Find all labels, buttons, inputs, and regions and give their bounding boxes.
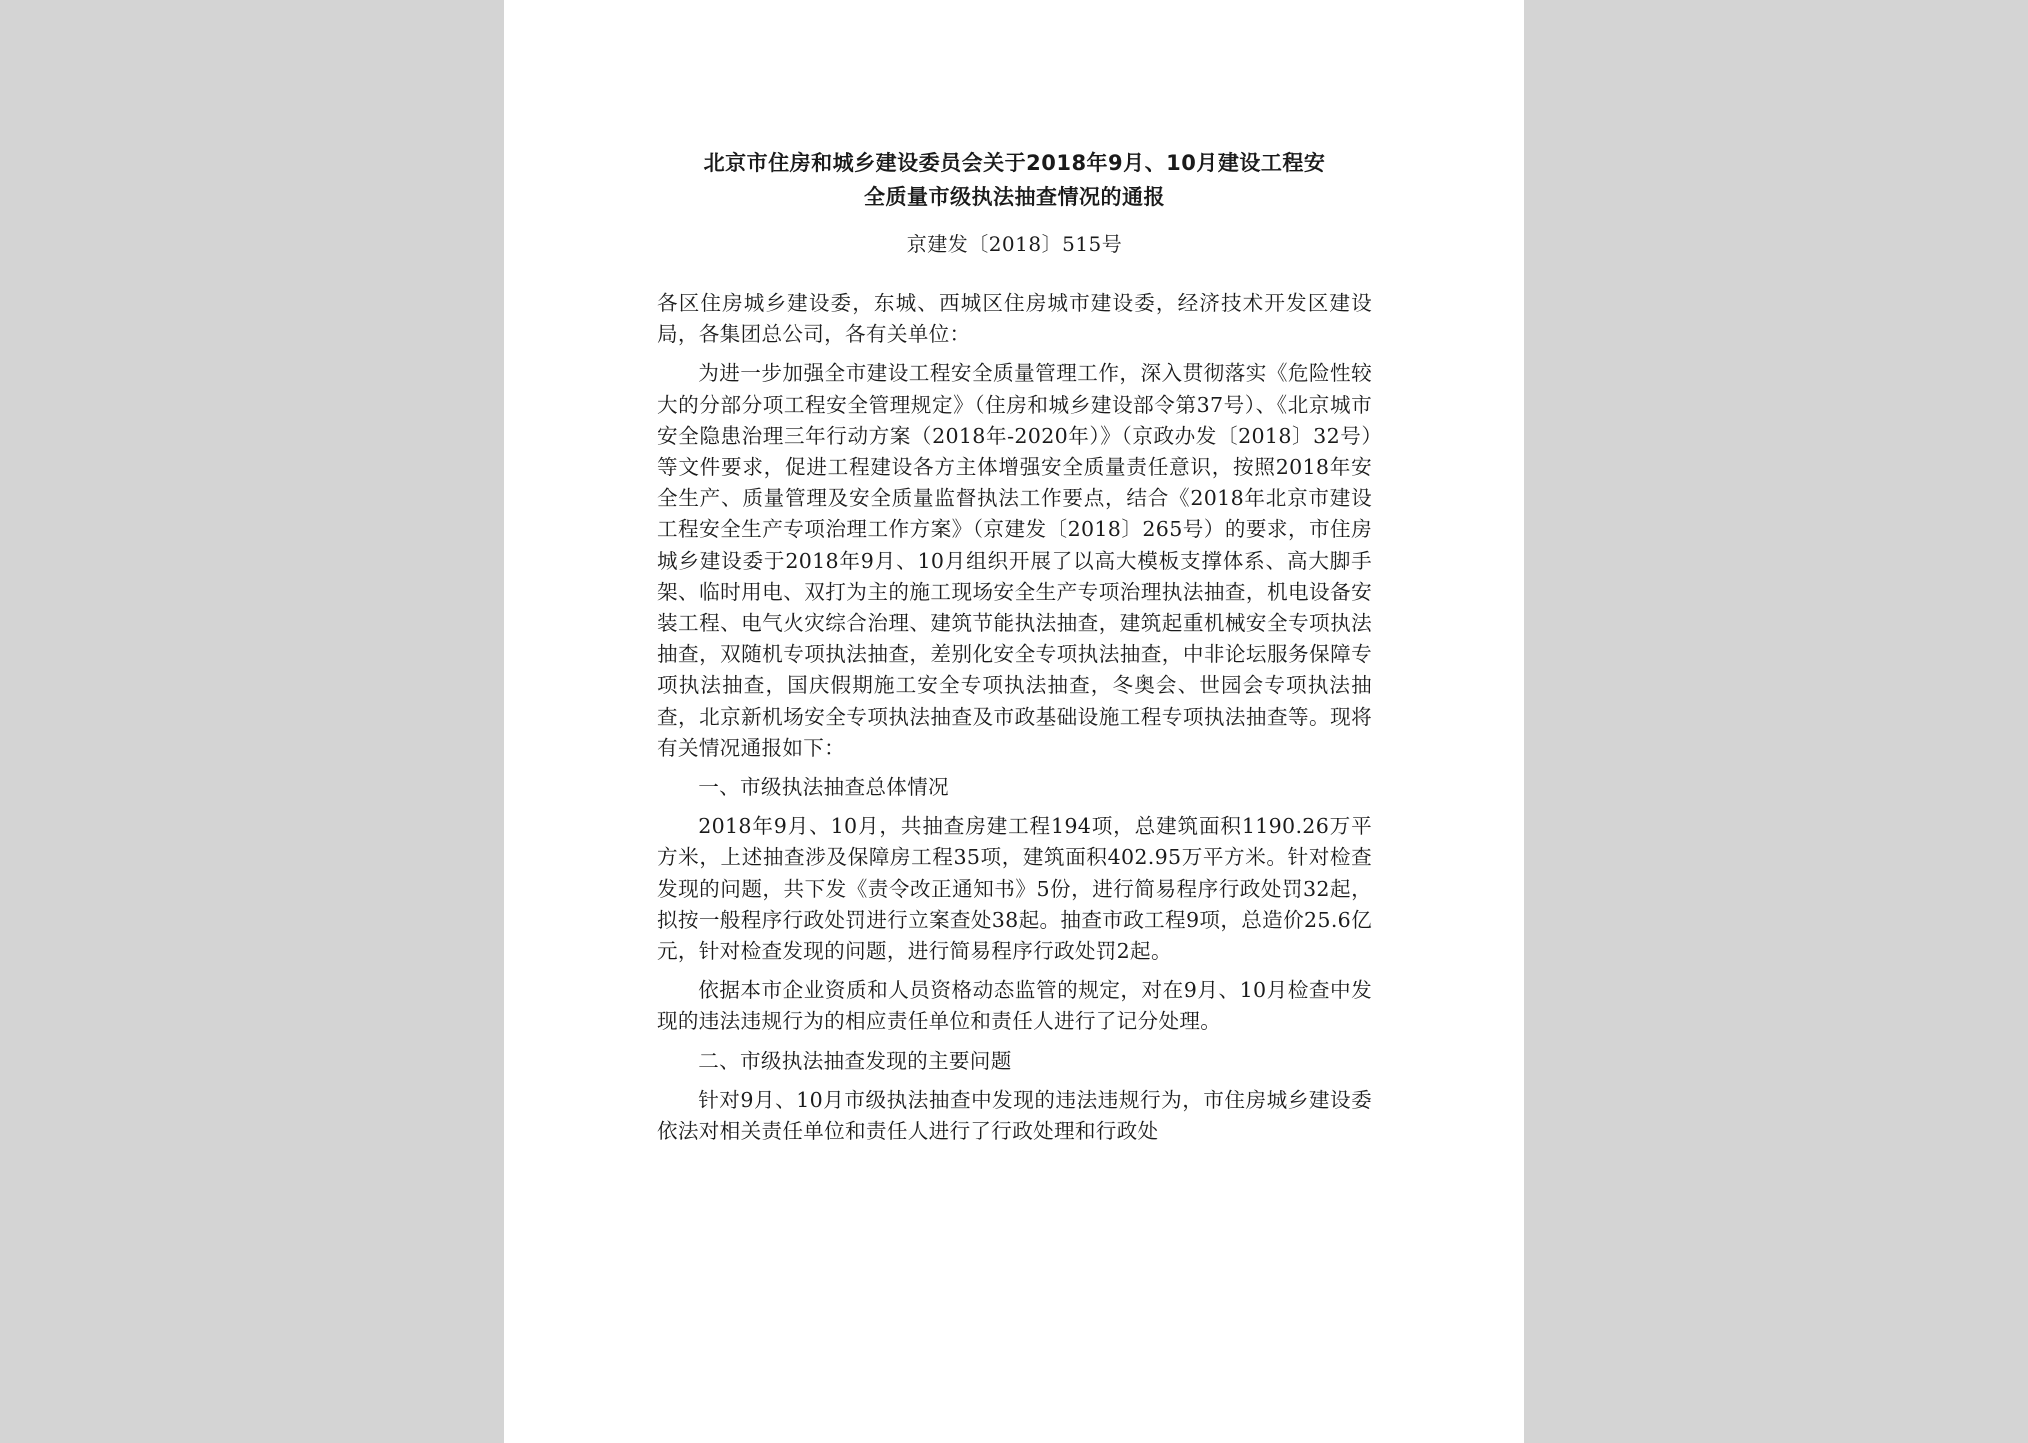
document-title bbox=[657, 146, 1372, 214]
section-1-paragraph-2: 依据本市企业资质和人员资格动态监管的规定，对在9月、10月检查中发现的违法违规行为的相应责任单位和责任人进行了记分处理。 bbox=[657, 978, 1372, 1034]
document-number: 京建发〔2018〕515号 bbox=[906, 232, 1123, 256]
intro-paragraph: 为进一步加强全市建设工程安全质量管理工作，深入贯彻落实《危险性较大的分部分项工程安全管理规定》（住房和城乡建设部令第37号）、《北京城市安全隐患治理三年行动方案（2018年-2020年）》（京政办发〔2018〕32号）等文件要求，促进工程建设各方主体增强安全质量责任意识，按照2018年安全生产、质量管理及安全质量监督执法工作要点，结合《2018年北京市建设工程安全生产专项治理工作方案》（京建发〔2018〕265号）的要求，市住房城乡建设委于2018年9月、10月组织开展了以高大模板支撑体系、高大脚手架、临时用电、双打为主的施工现场安全生产专项治理执法抽查，机电设备安装工程、电气火灾综合治理、建筑节能执法抽查，建筑起重机械安全专项执法抽查，双随机专项执法抽查，差别化安全专项执法抽查，中非论坛服务保障专项执法抽查，国庆假期施工安全专项执法抽查，冬奥会、世园会专项执法抽查，北京新机场安全专项执法抽查及市政基础设施工程专项执法抽查等。现将有关情况通报如下： bbox=[657, 361, 1372, 760]
title-line-1: 北京市住房和城乡建设委员会关于2018年9月、10月建设工程安 bbox=[703, 151, 1326, 175]
addressee: 各区住房城乡建设委，东城、西城区住房城市建设委，经济技术开发区建设局，各集团总公司，各有关单位： bbox=[657, 291, 1372, 347]
section-1-paragraph-1: 2018年9月、10月，共抽查房建工程194项，总建筑面积1190.26万平方米，上述抽查涉及保障房工程35项，建筑面积402.95万平方米。针对检查发现的问题，共下发《责令改正通知书》5份，进行简易程序行政处罚32起，拟按一般程序行政处罚进行立案查处38起。抽查市政工程9项，总造价25.6亿元，针对检查发现的问题，进行简易程序行政处罚2起。 bbox=[657, 814, 1372, 964]
document-page bbox=[504, 0, 1524, 1443]
section-2-heading: 二、市级执法抽查发现的主要问题 bbox=[698, 1048, 1012, 1073]
section-1-heading: 一、市级执法抽查总体情况 bbox=[698, 775, 949, 800]
title-line-2: 全质量市级执法抽查情况的通报 bbox=[864, 185, 1165, 209]
section-2-paragraph-1: 针对9月、10月市级执法抽查中发现的违法违规行为，市住房城乡建设委依法对相关责任单位和责任人进行了行政处理和行政处 bbox=[657, 1087, 1372, 1144]
page-content bbox=[657, 146, 1372, 1155]
